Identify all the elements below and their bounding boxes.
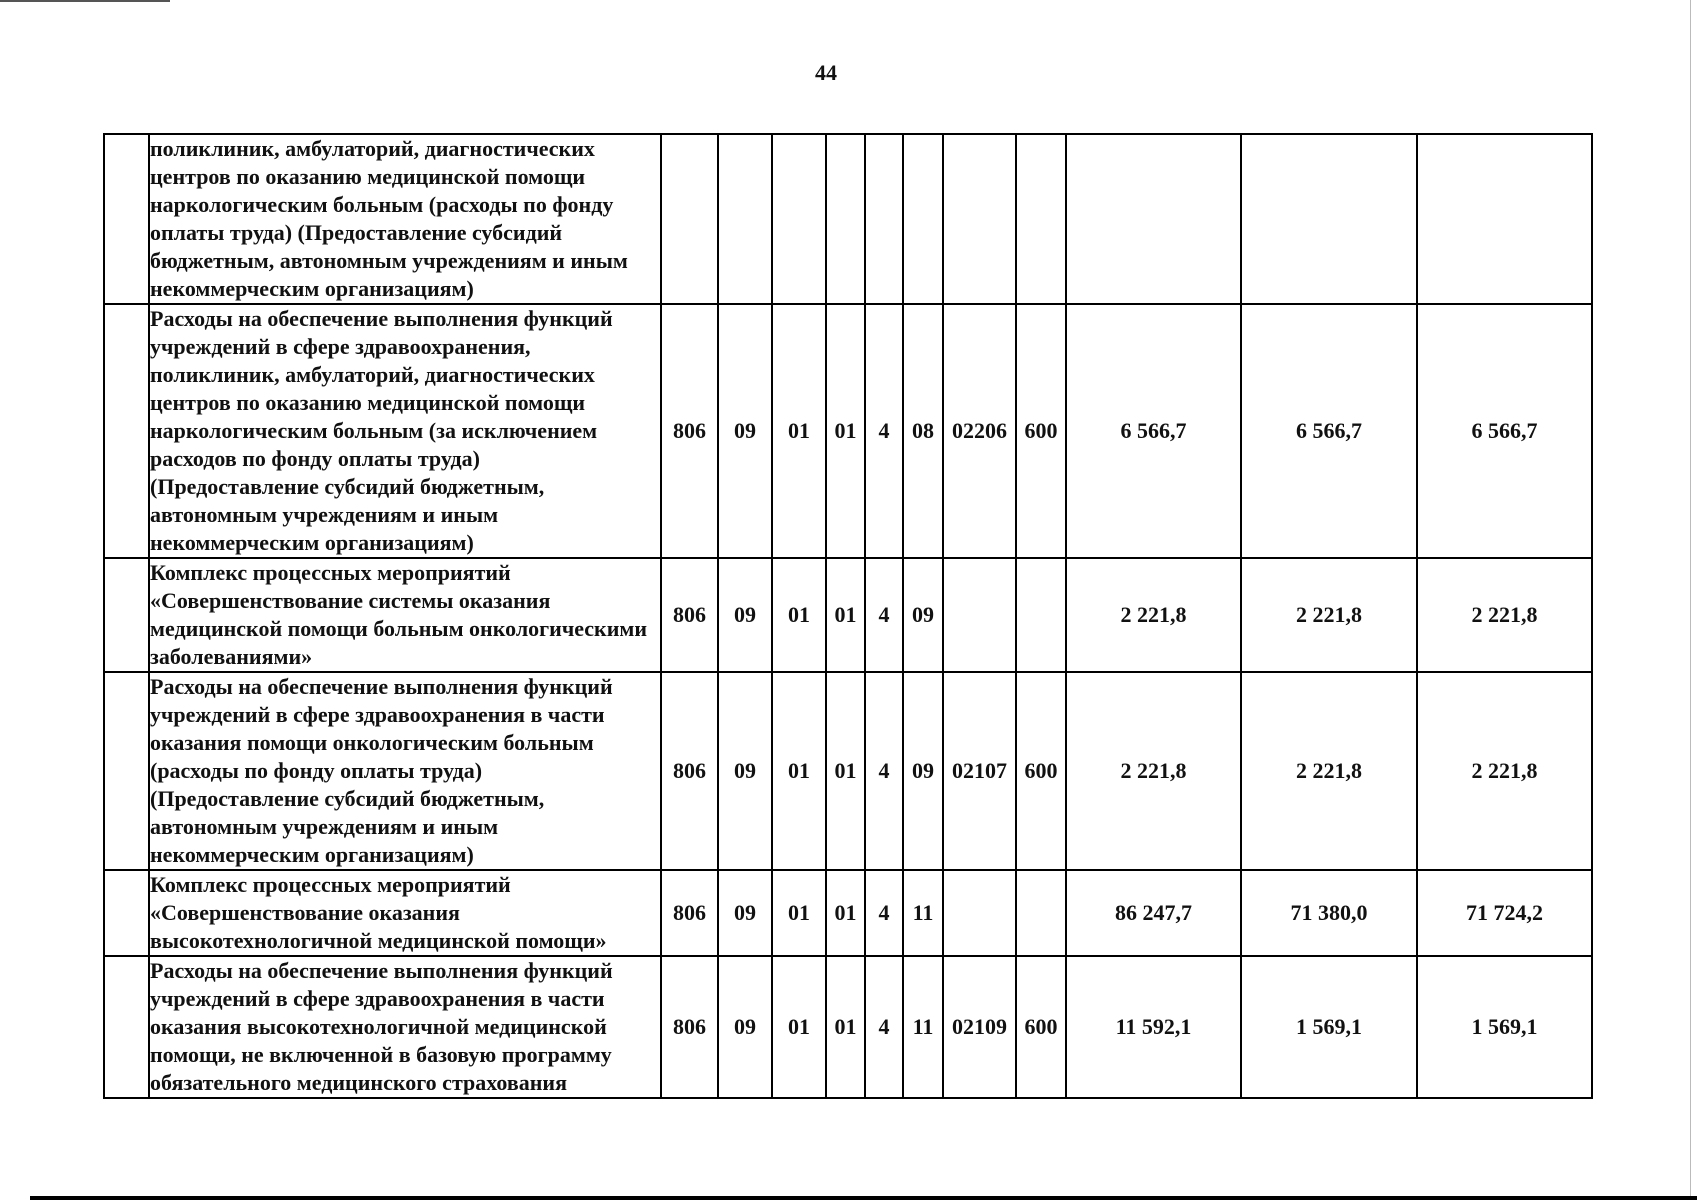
code-section-cell: 09: [718, 956, 772, 1098]
amount-year1-cell: 11 592,1: [1066, 956, 1241, 1098]
top-edge-rule: [0, 0, 170, 2]
amount-year3-cell: 2 221,8: [1417, 672, 1592, 870]
description-cell: поликлиник, амбулаторий, диагностических центров по оказанию медицинской помощи наркологическим больным (расходы по фонду оплаты труда) (Предоставление субсидий бюджетным, автономным учреждениям и иным некоммерческим организациям): [149, 134, 661, 304]
row-number-cell: [104, 558, 149, 672]
code-subsection-cell: 01: [772, 870, 826, 956]
amount-year1-cell: 86 247,7: [1066, 870, 1241, 956]
table-row: [104, 956, 1592, 1098]
amount-year2-cell: 71 380,0: [1241, 870, 1417, 956]
code-complex-cell: 09: [903, 558, 943, 672]
description-cell: Комплекс процессных мероприятий «Совершенствование системы оказания медицинской помощи больным онкологическими заболеваниями»: [149, 558, 661, 672]
code-complex-cell: 11: [903, 870, 943, 956]
code-ministry-cell: 806: [661, 870, 718, 956]
amount-year1-cell: 2 221,8: [1066, 672, 1241, 870]
amount-year3-cell: 2 221,8: [1417, 558, 1592, 672]
amount-year2-cell: 2 221,8: [1241, 672, 1417, 870]
scan-right-edge: [1690, 0, 1691, 1200]
code-direction-cell: [943, 870, 1016, 956]
code-ministry-cell: 806: [661, 304, 718, 558]
description-cell: Расходы на обеспечение выполнения функций учреждений в сфере здравоохранения в части оказания высокотехнологичной медицинской помощи, не включенной в базовую программу обязательного медицинского страхования: [149, 956, 661, 1098]
code-ministry-cell: 806: [661, 956, 718, 1098]
bottom-page-rule: [30, 1196, 1697, 1200]
code-direction-cell: 02109: [943, 956, 1016, 1098]
code-ministry-cell: 806: [661, 672, 718, 870]
table-row: [104, 558, 1592, 672]
code-complex-cell: 11: [903, 956, 943, 1098]
amount-year1-cell: [1066, 134, 1241, 304]
amount-year2-cell: 2 221,8: [1241, 558, 1417, 672]
code-complex-cell: 08: [903, 304, 943, 558]
code-direction-cell: [943, 134, 1016, 304]
code-section-cell: [718, 134, 772, 304]
code-subsection-cell: [772, 134, 826, 304]
table-row: [104, 672, 1592, 870]
amount-year2-cell: 6 566,7: [1241, 304, 1417, 558]
amount-year1-cell: 6 566,7: [1066, 304, 1241, 558]
amount-year1-cell: 2 221,8: [1066, 558, 1241, 672]
amount-year2-cell: 1 569,1: [1241, 956, 1417, 1098]
code-section-cell: 09: [718, 558, 772, 672]
code-ministry-cell: [661, 134, 718, 304]
description-cell: Комплекс процессных мероприятий «Совершенствование оказания высокотехнологичной медицинской помощи»: [149, 870, 661, 956]
code-section-cell: 09: [718, 870, 772, 956]
code-direction-cell: 02206: [943, 304, 1016, 558]
table-row: [104, 870, 1592, 956]
amount-year3-cell: 6 566,7: [1417, 304, 1592, 558]
row-number-cell: [104, 672, 149, 870]
table-row: [104, 134, 1592, 304]
code-subsection-cell: 01: [772, 304, 826, 558]
code-program-cell: [826, 134, 865, 304]
code-expense-type-cell: [1016, 558, 1066, 672]
row-number-cell: [104, 870, 149, 956]
amount-year3-cell: 1 569,1: [1417, 956, 1592, 1098]
code-type-cell: 4: [865, 304, 903, 558]
code-program-cell: 01: [826, 558, 865, 672]
code-type-cell: 4: [865, 558, 903, 672]
row-number-cell: [104, 304, 149, 558]
code-ministry-cell: 806: [661, 558, 718, 672]
code-subsection-cell: 01: [772, 956, 826, 1098]
code-expense-type-cell: 600: [1016, 304, 1066, 558]
code-program-cell: 01: [826, 956, 865, 1098]
row-number-cell: [104, 134, 149, 304]
amount-year3-cell: [1417, 134, 1592, 304]
code-direction-cell: 02107: [943, 672, 1016, 870]
code-direction-cell: [943, 558, 1016, 672]
code-expense-type-cell: 600: [1016, 672, 1066, 870]
code-subsection-cell: 01: [772, 558, 826, 672]
code-section-cell: 09: [718, 304, 772, 558]
code-type-cell: 4: [865, 870, 903, 956]
code-expense-type-cell: [1016, 870, 1066, 956]
description-cell: Расходы на обеспечение выполнения функций учреждений в сфере здравоохранения, поликлиник, амбулаторий, диагностических центров по оказанию медицинской помощи наркологическим больным (за исключением расходов по фонду оплаты труда) (Предоставление субсидий бюджетным, автономным учреждениям и иным некоммерческим организациям): [149, 304, 661, 558]
amount-year2-cell: [1241, 134, 1417, 304]
description-cell: Расходы на обеспечение выполнения функций учреждений в сфере здравоохранения в части оказания помощи онкологическим больным (расходы по фонду оплаты труда) (Предоставление субсидий бюджетным, автономным учреждениям и иным некоммерческим организациям): [149, 672, 661, 870]
code-expense-type-cell: 600: [1016, 956, 1066, 1098]
code-complex-cell: [903, 134, 943, 304]
budget-table: [103, 133, 1593, 1099]
code-section-cell: 09: [718, 672, 772, 870]
code-subsection-cell: 01: [772, 672, 826, 870]
code-expense-type-cell: [1016, 134, 1066, 304]
table-row: [104, 304, 1592, 558]
code-program-cell: 01: [826, 304, 865, 558]
page-number: 44: [815, 60, 837, 85]
code-program-cell: 01: [826, 870, 865, 956]
code-type-cell: 4: [865, 956, 903, 1098]
code-type-cell: [865, 134, 903, 304]
code-complex-cell: 09: [903, 672, 943, 870]
code-program-cell: 01: [826, 672, 865, 870]
amount-year3-cell: 71 724,2: [1417, 870, 1592, 956]
code-type-cell: 4: [865, 672, 903, 870]
row-number-cell: [104, 956, 149, 1098]
